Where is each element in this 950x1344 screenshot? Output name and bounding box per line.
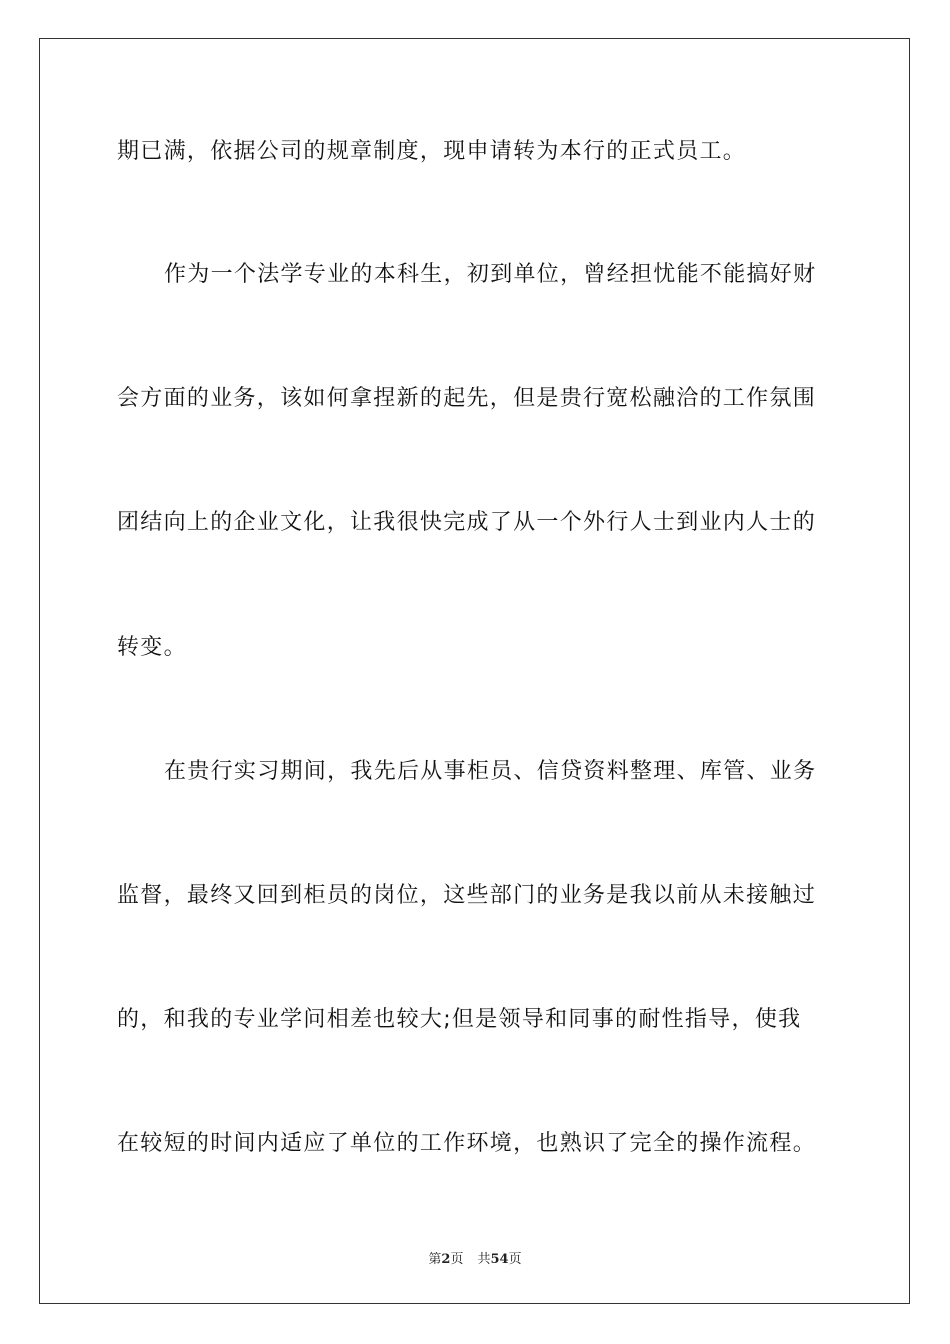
text-line-9: 在较短的时间内适应了单位的工作环境，也熟识了完全的操作流程。 (117, 1131, 817, 1156)
total-pages: 54 (490, 1252, 509, 1267)
text-line-3: 会方面的业务，该如何拿捏新的起先，但是贵行宽松融洽的工作氛围 (117, 386, 817, 411)
text-line-2: 作为一个法学专业的本科生，初到单位，曾经担忧能不能搞好财 (164, 262, 817, 287)
page-suffix: 页 (450, 1252, 464, 1267)
text-line-1: 期已满，依据公司的规章制度，现申请转为本行的正式员工。 (117, 139, 747, 164)
page-border (39, 38, 910, 1304)
text-line-6: 在贵行实习期间，我先后从事柜员、信贷资料整理、库管、业务 (164, 759, 817, 784)
text-line-4: 团结向上的企业文化，让我很快完成了从一个外行人士到业内人士的 (117, 510, 817, 535)
page-number: 2 (441, 1252, 451, 1267)
total-prefix: 共 (477, 1252, 491, 1267)
total-suffix: 页 (508, 1252, 522, 1267)
text-line-5: 转变。 (117, 635, 187, 660)
page-footer (0, 1248, 950, 1267)
page-prefix: 第 (428, 1252, 442, 1267)
text-line-8: 的，和我的专业学问相差也较大;但是领导和同事的耐性指导，使我 (117, 1007, 802, 1032)
text-line-7: 监督，最终又回到柜员的岗位，这些部门的业务是我以前从未接触过 (117, 883, 817, 908)
